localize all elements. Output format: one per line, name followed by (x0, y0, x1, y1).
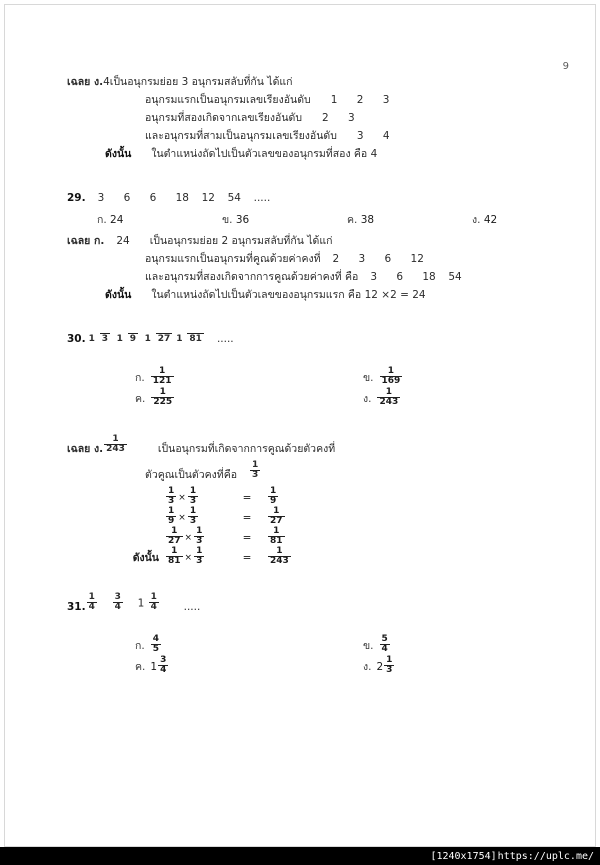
answer30-multiplier-text: ตัวคูณเป็นตัวคงที่คือ (145, 469, 238, 482)
answer29-sub-line-1 (67, 254, 567, 265)
question-31-ellipsis: ..... (183, 601, 201, 614)
denominator: 225 (153, 397, 173, 408)
choice-key: ข. (363, 372, 374, 385)
value: 3 (348, 112, 355, 125)
sequence-term (138, 594, 164, 613)
answer29-intro-text: เป็นอนุกรมย่อย 2 อนุกรมสลับที่กัน ได้แก่ (149, 235, 333, 248)
numerator: 1 (116, 334, 123, 345)
question-30-stem (67, 334, 567, 345)
answer28-conclusion-line (67, 149, 567, 160)
choice-fraction (158, 656, 168, 675)
question-31-choice-row-2 (67, 657, 567, 676)
answer29-sub-line-2 (67, 272, 567, 283)
numerator: 3 (114, 592, 121, 603)
denominator: 27 (157, 334, 171, 345)
answer28-sub-values-1 (331, 95, 409, 106)
denominator: 4 (114, 602, 121, 613)
question-29-choice-a[interactable] (97, 211, 222, 228)
whole-part: 1 (150, 660, 158, 673)
equals-symbol: = (242, 511, 252, 524)
denominator: 5 (152, 644, 159, 655)
choice-value: 42 (483, 214, 498, 227)
numerator: 1 (144, 334, 151, 345)
choice-key: ค. (135, 393, 146, 406)
choice-key: ก. (135, 372, 145, 385)
choice-value (376, 657, 395, 676)
sequence-fraction (87, 335, 113, 344)
sequence-fraction (87, 593, 97, 612)
numerator: 1 (196, 546, 203, 557)
question-30-choice-a[interactable] (135, 368, 175, 387)
denominator: 4 (150, 602, 157, 613)
result-fraction (268, 487, 278, 506)
question-31-choice-d[interactable] (363, 657, 395, 676)
equals-symbol: = (242, 551, 252, 564)
choice-key: ข. (363, 640, 374, 653)
equals-symbol: = (242, 531, 252, 544)
denominator: 3 (189, 496, 197, 507)
question-31-number: 31. (67, 601, 86, 614)
result-fraction (268, 527, 285, 546)
whole-part: 2 (376, 660, 384, 673)
choice-fraction (384, 656, 394, 675)
choice-value (379, 636, 391, 655)
numerator: 1 (88, 592, 95, 603)
answer29-value: 24 (116, 235, 130, 248)
numerator: 1 (171, 526, 178, 537)
choice-key: ง. (363, 393, 372, 406)
answer29-conclusion-text: ในตำแหน่งถัดไปเป็นตัวเลขของอนุกรมแรก คือ 12 ×2 = 24 (151, 289, 426, 302)
page-number: 9 (562, 61, 569, 72)
equals-symbol: = (242, 491, 252, 504)
question-29-choice-b[interactable] (222, 211, 347, 228)
step-result (267, 528, 286, 547)
value: 3 (382, 94, 390, 107)
sequence-term: 3 (97, 192, 105, 205)
value: 54 (448, 271, 462, 284)
question-31-choice-a[interactable] (135, 636, 162, 655)
numerator: 1 (273, 506, 280, 517)
value: 3 (370, 271, 378, 284)
choice-fraction (380, 367, 403, 386)
answer30-multiplier-line (67, 462, 567, 481)
step-expression (165, 528, 227, 547)
sequence-term (112, 594, 138, 613)
question-30-choice-row-1 (67, 368, 567, 387)
denominator: 3 (196, 536, 203, 547)
answer28-value: 4 (103, 76, 110, 88)
question-30-choice-c[interactable] (135, 389, 175, 408)
answer30-intro-line (67, 436, 567, 455)
question-30-ellipsis: ..... (216, 333, 234, 346)
operand-fraction (166, 527, 183, 546)
denominator: 3 (101, 334, 109, 345)
source-url[interactable]: https://uplc.me/ (497, 850, 594, 862)
numerator: 1 (176, 334, 183, 345)
choice-value (150, 636, 162, 655)
denominator: 81 (168, 556, 181, 567)
answer29-sub-values-2 (370, 272, 474, 283)
answer28-sub-text-1: อนุกรมแรกเป็นอนุกรมเลขเรียงอันดับ (145, 94, 311, 107)
multiply-symbol: × (184, 532, 193, 543)
numerator: 4 (152, 634, 159, 645)
numerator: 1 (387, 366, 395, 377)
value: 2 (322, 112, 329, 125)
value: 2 (356, 94, 364, 107)
question-30-sequence (86, 336, 205, 345)
denominator: 27 (168, 536, 181, 547)
denominator: 3 (196, 556, 203, 567)
answer28-label: เฉลย ง. (67, 76, 104, 88)
numerator: 1 (150, 592, 157, 603)
numerator: 1 (189, 506, 197, 517)
answer28-sub-values-3 (357, 131, 409, 142)
denominator: 4 (381, 644, 388, 655)
denominator: 81 (189, 334, 202, 345)
operand-fraction (188, 487, 198, 506)
choice-key: ค. (347, 214, 358, 227)
value: 6 (396, 271, 404, 284)
numerator: 1 (88, 334, 95, 345)
answer30-intro-text: เป็นอนุกรมที่เกิดจากการคูณด้วยตัวคงที่ (157, 443, 336, 456)
denominator: 81 (270, 536, 283, 547)
numerator: 1 (386, 655, 393, 666)
denominator: 121 (152, 376, 172, 387)
answer30-value-fraction (104, 435, 127, 454)
answer28-intro-text: เป็นอนุกรมย่อย 3 อนุกรมสลับที่กัน ได้แก่ (109, 76, 293, 88)
answer28-sub-text-3: และอนุกรมที่สามเป็นอนุกรมเลขเรียงอันดับ (145, 130, 337, 143)
question-29-choice-d[interactable] (472, 211, 497, 228)
denominator: 3 (386, 665, 393, 676)
sequence-fraction (113, 593, 123, 612)
answer28-sub-line-2 (67, 113, 567, 124)
step-expression (165, 548, 227, 567)
numerator: 1 (276, 546, 283, 557)
answer28-intro-line (67, 77, 567, 88)
denominator: 4 (88, 602, 95, 613)
multiply-symbol: × (184, 552, 193, 563)
numerator: 1 (196, 526, 203, 537)
answer29-label: เฉลย ก. (67, 235, 105, 248)
denominator: 243 (379, 397, 399, 408)
value: 3 (356, 130, 364, 143)
sequence-term: 18 (175, 192, 189, 205)
answer30-step-1 (67, 488, 567, 507)
choice-value: 38 (360, 214, 375, 227)
denominator: 243 (270, 556, 289, 567)
answer30-step-2 (67, 508, 567, 527)
question-29-number: 29. (67, 192, 86, 205)
numerator: 1 (385, 387, 392, 398)
operand-fraction (194, 547, 204, 566)
answer30-step-3 (67, 528, 567, 547)
choice-fraction (151, 367, 174, 386)
value: 3 (358, 253, 366, 266)
step-expression (165, 508, 227, 527)
step-result (267, 508, 286, 527)
choice-value (150, 657, 169, 676)
denominator: 169 (381, 376, 401, 387)
numerator: 1 (252, 460, 259, 471)
answer30-conclusion-label: ดังนั้น (132, 552, 159, 565)
denominator: 243 (106, 444, 125, 455)
answer29-conclusion-label: ดังนั้น (105, 289, 132, 302)
numerator: 1 (168, 486, 175, 497)
numerator: 1 (189, 486, 197, 497)
sequence-fraction (174, 335, 204, 344)
sequence-term (86, 594, 112, 613)
question-31-choice-b[interactable] (363, 636, 391, 655)
document-body (67, 77, 567, 678)
denominator: 27 (270, 516, 283, 527)
denominator: 9 (168, 516, 175, 527)
answer28-conclusion-text: ในตำแหน่งถัดไปเป็นตัวเลขของอนุกรมที่สอง คือ 4 (151, 148, 378, 161)
sequence-fraction (115, 335, 141, 344)
choice-key: ง. (363, 661, 372, 674)
denominator: 3 (189, 516, 197, 527)
question-29-stem (67, 193, 567, 204)
operand-fraction (166, 547, 183, 566)
denominator: 4 (160, 665, 167, 676)
sequence-term: 6 (123, 192, 131, 205)
answer28-sub-text-2: อนุกรมที่สองเกิดจากเลขเรียงอันดับ (145, 112, 303, 125)
question-30-number: 30. (67, 333, 86, 346)
question-30-choice-row-2 (67, 389, 567, 408)
question-29-choice-c[interactable] (347, 211, 472, 228)
answer30-step-4 (67, 548, 567, 567)
choice-key: ก. (135, 640, 145, 653)
document-page (4, 4, 596, 847)
denominator: 3 (252, 470, 259, 481)
choice-key: ข. (222, 214, 233, 227)
operand-fraction (166, 487, 176, 506)
choice-fraction (151, 635, 161, 654)
question-31-choice-row-1 (67, 636, 567, 655)
step-expression (165, 488, 227, 507)
result-fraction (268, 507, 285, 526)
sequence-fraction (149, 593, 159, 612)
operand-fraction (166, 507, 176, 526)
answer28-sub-line-3 (67, 131, 567, 142)
numerator: 1 (159, 387, 166, 398)
answer30-multiplier-fraction (250, 461, 260, 480)
question-31-stem (67, 594, 567, 613)
value: 4 (382, 130, 390, 143)
choice-key: ค. (135, 661, 146, 674)
question-29-ellipsis: ..... (253, 192, 271, 205)
answer29-sub-text-2: และอนุกรมที่สองเกิดจากการคูณด้วยค่าคงที่ คือ (145, 271, 359, 284)
numerator: 1 (158, 366, 166, 377)
result-fraction (268, 547, 291, 566)
denominator: 3 (168, 496, 175, 507)
choice-key: ง. (472, 214, 481, 227)
question-29-sequence (98, 193, 254, 204)
denominator: 9 (129, 334, 137, 345)
numerator: 1 (270, 486, 277, 497)
sequence-term: 54 (227, 192, 241, 205)
sequence-fraction (143, 335, 173, 344)
denominator: 9 (270, 496, 277, 507)
value: 12 (410, 253, 424, 266)
question-30-choice-d[interactable] (363, 389, 401, 408)
numerator: 1 (273, 526, 280, 537)
numerator: 3 (160, 655, 167, 666)
whole-part: 1 (137, 597, 145, 610)
numerator: 1 (112, 434, 119, 445)
question-30-choice-b[interactable] (363, 368, 403, 387)
answer30-label: เฉลย ง. (67, 443, 104, 456)
image-footer-bar (0, 847, 600, 865)
numerator: 1 (168, 506, 175, 517)
answer28-sub-line-1 (67, 95, 567, 106)
choice-fraction (151, 388, 174, 407)
question-31-sequence (86, 594, 164, 613)
choice-fraction (380, 635, 390, 654)
sequence-term: 12 (201, 192, 215, 205)
operand-fraction (194, 527, 204, 546)
multiply-symbol: × (178, 492, 186, 503)
answer29-sub-values-1 (333, 254, 437, 265)
value: 18 (422, 271, 436, 284)
choice-fraction (377, 388, 400, 407)
step-result (267, 488, 279, 507)
question-31-choice-c[interactable] (135, 657, 169, 676)
numerator: 1 (171, 546, 178, 557)
operand-fraction (188, 507, 198, 526)
numerator: 5 (381, 634, 388, 645)
choice-key: ก. (97, 214, 107, 227)
sequence-term: 6 (149, 192, 157, 205)
answer28-sub-values-2 (322, 113, 374, 124)
value: 1 (330, 94, 338, 107)
answer29-conclusion-line (67, 290, 567, 301)
value: 2 (332, 253, 340, 266)
answer28-conclusion-label: ดังนั้น (105, 148, 132, 161)
image-dimensions: [1240x1754] (430, 850, 497, 862)
value: 6 (384, 253, 392, 266)
answer29-intro-line (67, 236, 567, 247)
choice-value: 36 (235, 214, 250, 227)
multiply-symbol: × (178, 512, 186, 523)
step-result (267, 548, 292, 567)
answer29-sub-text-1: อนุกรมแรกเป็นอนุกรมที่คูณด้วยค่าคงที่ (145, 253, 321, 266)
question-29-choices (67, 211, 567, 228)
choice-value: 24 (110, 214, 124, 227)
